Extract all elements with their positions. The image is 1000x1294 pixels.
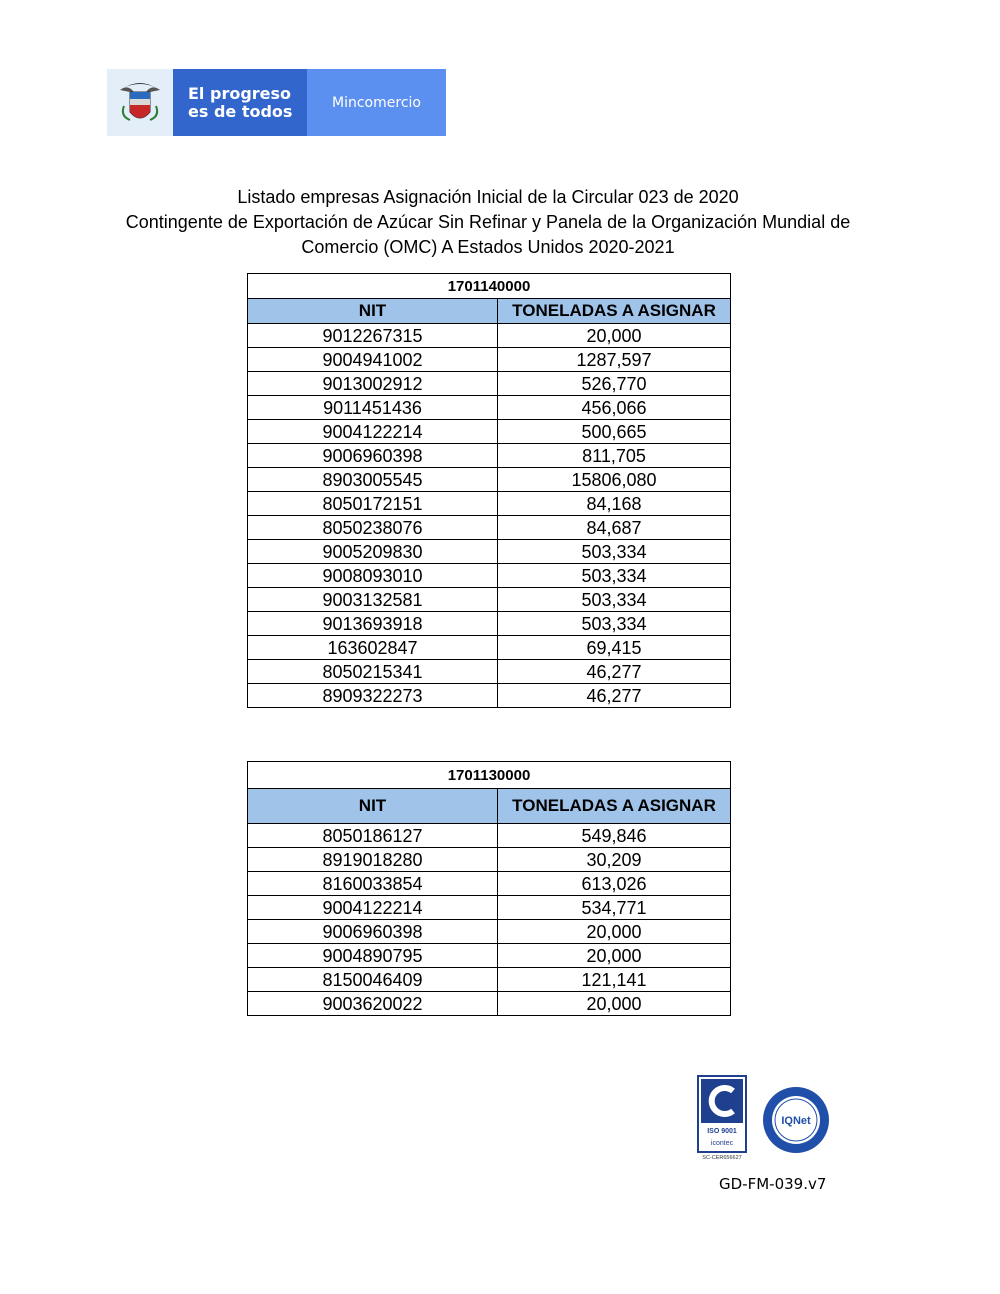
el-progreso-logo [173, 69, 307, 136]
tons-cell: 121,141 [498, 968, 731, 992]
title-line-3: Comercio (OMC) A Estados Unidos 2020-2021 [301, 237, 675, 257]
nit-cell: 8050186127 [248, 824, 498, 848]
tons-cell: 69,415 [498, 636, 731, 660]
table-code-row [248, 762, 731, 789]
nit-cell: 9013002912 [248, 372, 498, 396]
tariff-code: 1701140000 [248, 274, 731, 299]
title-line-1: Listado empresas Asignación Inicial de la Circular 023 de 2020 [237, 187, 739, 207]
table-row [248, 872, 731, 896]
table-row [248, 824, 731, 848]
tons-cell: 84,168 [498, 492, 731, 516]
table-row [248, 348, 731, 372]
header-logo-banner [107, 69, 446, 136]
tons-cell: 503,334 [498, 540, 731, 564]
nit-cell: 8903005545 [248, 468, 498, 492]
tons-cell: 84,687 [498, 516, 731, 540]
table-row [248, 468, 731, 492]
table-row [248, 324, 731, 348]
table-row [248, 660, 731, 684]
allocation-table-1701140000 [247, 273, 731, 708]
tons-cell: 15806,080 [498, 468, 731, 492]
logo-line-1: El progreso [188, 83, 292, 103]
icontec-iso9001-logo [697, 1075, 747, 1161]
tariff-code: 1701130000 [248, 762, 731, 789]
table-row [248, 420, 731, 444]
nit-cell: 9003620022 [248, 992, 498, 1016]
table-row [248, 444, 731, 468]
nit-cell: 8919018280 [248, 848, 498, 872]
tons-cell: 30,209 [498, 848, 731, 872]
tons-cell: 20,000 [498, 324, 731, 348]
nit-cell: 9006960398 [248, 444, 498, 468]
tons-cell: 20,000 [498, 944, 731, 968]
nit-cell: 8909322273 [248, 684, 498, 708]
nit-cell: 9004122214 [248, 896, 498, 920]
tons-cell: 526,770 [498, 372, 731, 396]
tons-cell: 500,665 [498, 420, 731, 444]
table-header-row [248, 299, 731, 324]
tons-cell: 503,334 [498, 588, 731, 612]
icontec-brand: icontec [710, 1140, 734, 1147]
tons-cell: 20,000 [498, 992, 731, 1016]
table-row [248, 968, 731, 992]
icontec-cert-number: SC-CER656627 [702, 1155, 742, 1161]
nit-cell: 9012267315 [248, 324, 498, 348]
tons-cell: 20,000 [498, 920, 731, 944]
document-code: GD-FM-039.v7 [719, 1175, 827, 1193]
iqnet-label: IQNet [781, 1115, 811, 1127]
iqnet-certified-logo [761, 1085, 831, 1155]
nit-cell: 9004890795 [248, 944, 498, 968]
nit-cell: 163602847 [248, 636, 498, 660]
logo-line-2: es de todos [188, 101, 293, 121]
tons-cell: 811,705 [498, 444, 731, 468]
column-header-tons: TONELADAS A ASIGNAR [498, 299, 731, 324]
table-row [248, 992, 731, 1016]
table-row [248, 540, 731, 564]
table-row [248, 848, 731, 872]
column-header-nit: NIT [248, 789, 498, 824]
nit-cell: 9013693918 [248, 612, 498, 636]
title-line-2: Contingente de Exportación de Azúcar Sin Refinar y Panela de la Organización Mundial de [125, 212, 851, 232]
table-row [248, 920, 731, 944]
nit-cell: 8160033854 [248, 872, 498, 896]
tons-cell: 456,066 [498, 396, 731, 420]
nit-cell: 8150046409 [248, 968, 498, 992]
table-row [248, 636, 731, 660]
nit-cell: 8050238076 [248, 516, 498, 540]
tons-cell: 46,277 [498, 684, 731, 708]
document-title [90, 185, 886, 260]
tons-cell: 1287,597 [498, 348, 731, 372]
table-row [248, 564, 731, 588]
tons-cell: 549,846 [498, 824, 731, 848]
nit-cell: 9004122214 [248, 420, 498, 444]
table-row [248, 896, 731, 920]
table-row [248, 396, 731, 420]
table-row [248, 944, 731, 968]
nit-cell: 9008093010 [248, 564, 498, 588]
column-header-nit: NIT [248, 299, 498, 324]
icontec-iso-label: ISO 9001 [707, 1128, 737, 1135]
allocation-table-1701130000 [247, 761, 731, 1016]
table-code-row [248, 274, 731, 299]
table-row [248, 612, 731, 636]
tons-cell: 534,771 [498, 896, 731, 920]
table-row [248, 588, 731, 612]
table-header-row [248, 789, 731, 824]
table-row [248, 516, 731, 540]
nit-cell: 9006960398 [248, 920, 498, 944]
tons-cell: 503,334 [498, 612, 731, 636]
nit-cell: 9005209830 [248, 540, 498, 564]
colombia-coat-of-arms-icon [107, 69, 173, 136]
nit-cell: 9011451436 [248, 396, 498, 420]
column-header-tons: TONELADAS A ASIGNAR [498, 789, 731, 824]
certification-logos [697, 1075, 831, 1161]
tons-cell: 46,277 [498, 660, 731, 684]
nit-cell: 8050172151 [248, 492, 498, 516]
table-row [248, 372, 731, 396]
table-row [248, 492, 731, 516]
nit-cell: 9004941002 [248, 348, 498, 372]
table-row [248, 684, 731, 708]
nit-cell: 9003132581 [248, 588, 498, 612]
nit-cell: 8050215341 [248, 660, 498, 684]
mincomercio-logo: Mincomercio [307, 69, 446, 136]
tons-cell: 613,026 [498, 872, 731, 896]
tons-cell: 503,334 [498, 564, 731, 588]
